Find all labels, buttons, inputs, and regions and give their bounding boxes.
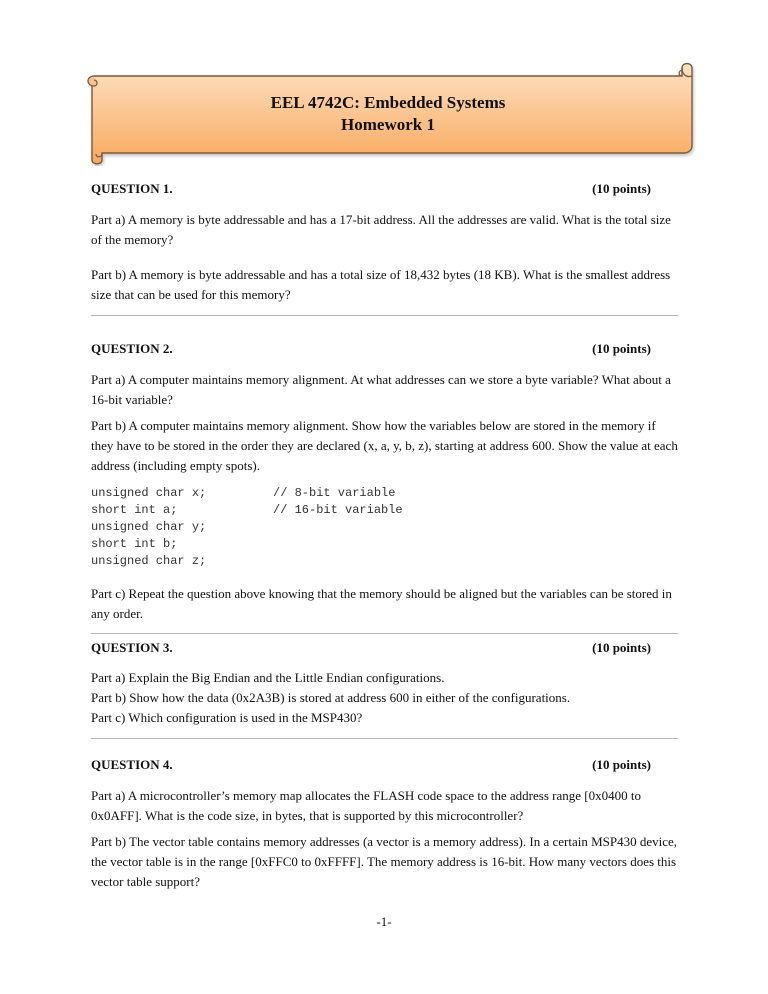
question-1-part-a: Part a) A memory is byte addressable and has a 17-bit address. All the addresses are valid. What is the total size of the memory? — [91, 212, 671, 247]
divider — [91, 315, 678, 316]
code-line: short int b; — [91, 537, 178, 551]
page-number: -1- — [376, 914, 392, 929]
question-2-part-a: Part a) A computer maintains memory alignment. At what addresses can we store a byte variable? What about a 16-bit variable? — [91, 372, 671, 407]
question-3-part-a: Part a) Explain the Big Endian and the Little Endian configurations. — [91, 670, 445, 685]
code-line: short int a; — [91, 503, 178, 517]
document-title: EEL 4742C: Embedded Systems — [270, 93, 506, 112]
question-points: (10 points) — [592, 640, 651, 655]
question-1-part-b: Part b) A memory is byte addressable and has a total size of 18,432 bytes (18 KB). What is the smallest address size that can be used for this memory? — [91, 267, 671, 302]
question-3-part-b: Part b) Show how the data (0x2A3B) is stored at address 600 in either of the configurations. — [91, 690, 571, 705]
code-comment: // 8-bit variable — [273, 486, 396, 500]
question-points: (10 points) — [592, 341, 651, 356]
code-line: unsigned char x; — [91, 486, 207, 500]
question-2-part-c: Part c) Repeat the question above knowing that the memory should be aligned but the variables can be stored in any order. — [91, 586, 672, 621]
code-line: unsigned char z; — [91, 554, 207, 568]
question-title: QUESTION 4. — [91, 757, 173, 772]
question-3-part-c: Part c) Which configuration is used in the MSP430? — [91, 710, 363, 725]
code-comment: // 16-bit variable — [273, 503, 403, 517]
header-banner — [80, 58, 696, 166]
question-title: QUESTION 1. — [91, 181, 173, 196]
question-points: (10 points) — [592, 181, 651, 196]
document-subtitle: Homework 1 — [341, 115, 435, 134]
divider — [91, 738, 678, 739]
question-title: QUESTION 3. — [91, 640, 173, 655]
code-line: unsigned char y; — [91, 520, 207, 534]
question-2-part-b: Part b) A computer maintains memory alignment. Show how the variables below are stored in the memory if they have to be stored in the order they are declared (x, a, y, b, z), starting at address 600. Show the value at each address (including empty spots). — [91, 418, 678, 473]
question-4-part-b: Part b) The vector table contains memory addresses (a vector is a memory address). In a certain MSP430 device, the vector table is in the range [0xFFC0 to 0xFFFF]. The memory address is 16-bit. How many vectors does this vector table support? — [91, 834, 678, 889]
question-4-part-a: Part a) A microcontroller’s memory map allocates the FLASH code space to the address range [0x0400 to 0x0AFF]. What is the code size, in bytes, that is supported by this microcontroller? — [91, 788, 641, 823]
question-title: QUESTION 2. — [91, 341, 173, 356]
divider — [91, 633, 678, 634]
question-points: (10 points) — [592, 757, 651, 772]
code-block — [91, 485, 206, 570]
